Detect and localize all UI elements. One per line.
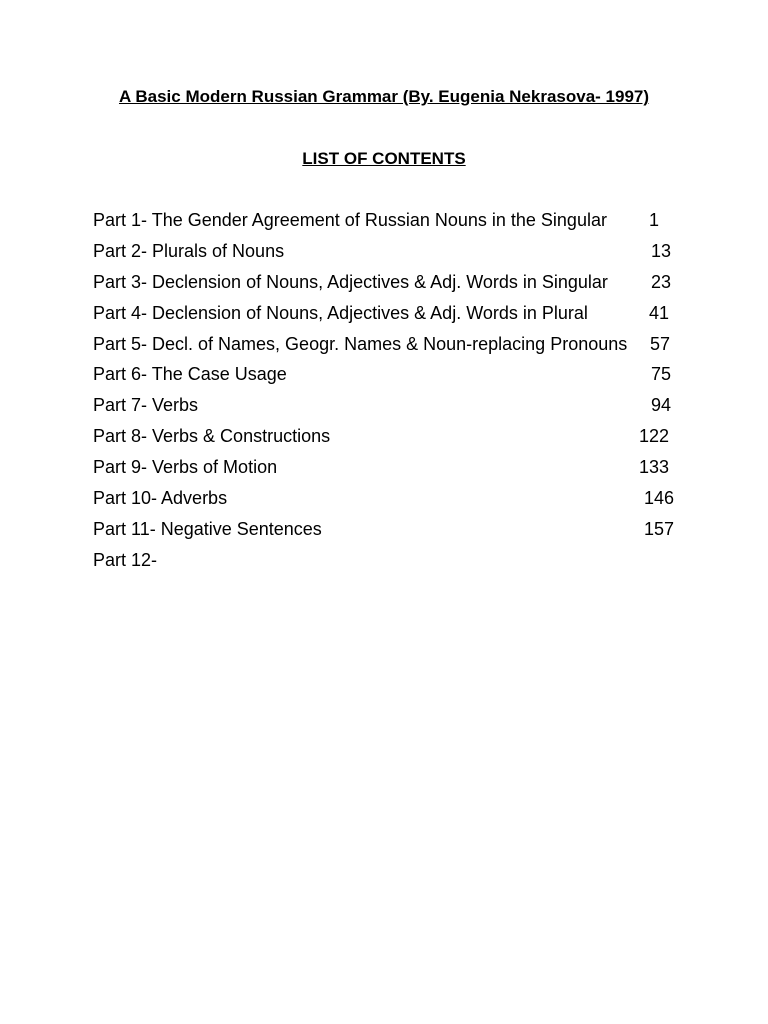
toc-entry [93,362,683,393]
toc-entry-page: 94 [650,395,671,416]
toc-entry-page: 1 [648,210,659,230]
toc-entry-page: 157 [643,518,674,539]
toc-entry-label: Part 11- Negative Sentences [93,518,322,539]
toc-heading: LIST OF CONTENTS [302,149,466,168]
toc-entry-label: Part 8- Verbs & Constructions [93,426,331,447]
toc-entry-label: Part 9- Verbs of Motion [93,457,278,478]
toc-entry [93,393,683,424]
document-title: A Basic Modern Russian Grammar (By. Eugenia Nekrasova- 1997) [118,87,650,106]
toc-entry-label: Part 5- Decl. of Names, Geogr. Names & Noun-replacing Pronouns [93,333,628,354]
toc-entry [93,332,683,363]
table-of-contents [93,208,683,579]
toc-entry-page: 23 [650,271,671,292]
toc-entry-label: Part 3- Declension of Nouns, Adjectives & Adj. Words in Singular [93,271,608,292]
toc-entry-page: 122 [638,426,669,447]
toc-entry-page: 57 [649,333,670,354]
toc-entry-page: 133 [638,457,669,478]
toc-entry [93,239,683,270]
toc-entry [93,301,683,332]
toc-entry [93,424,683,455]
toc-entry [93,455,683,486]
toc-entry-label: Part 7- Verbs [93,395,199,416]
toc-entry [93,486,683,517]
toc-entry-label: Part 1- The Gender Agreement of Russian Nouns in the Singular [93,210,607,230]
toc-entry-label: Part 6- The Case Usage [93,364,287,385]
toc-entry-page: 13 [650,240,671,261]
toc-entry [93,208,683,239]
toc-entry-label: Part 12- [93,549,158,570]
toc-entry [93,270,683,301]
toc-entry-label: Part 4- Declension of Nouns, Adjectives & Adj. Words in Plural [93,302,588,323]
toc-entry-page: 146 [643,488,674,509]
toc-entry-page: 41 [648,302,669,323]
toc-entry-page: 75 [650,364,671,385]
toc-entry [93,517,683,548]
toc-entry-label: Part 10- Adverbs [93,488,228,509]
toc-entry-label: Part 2- Plurals of Nouns [93,240,285,261]
toc-entry [93,548,683,579]
